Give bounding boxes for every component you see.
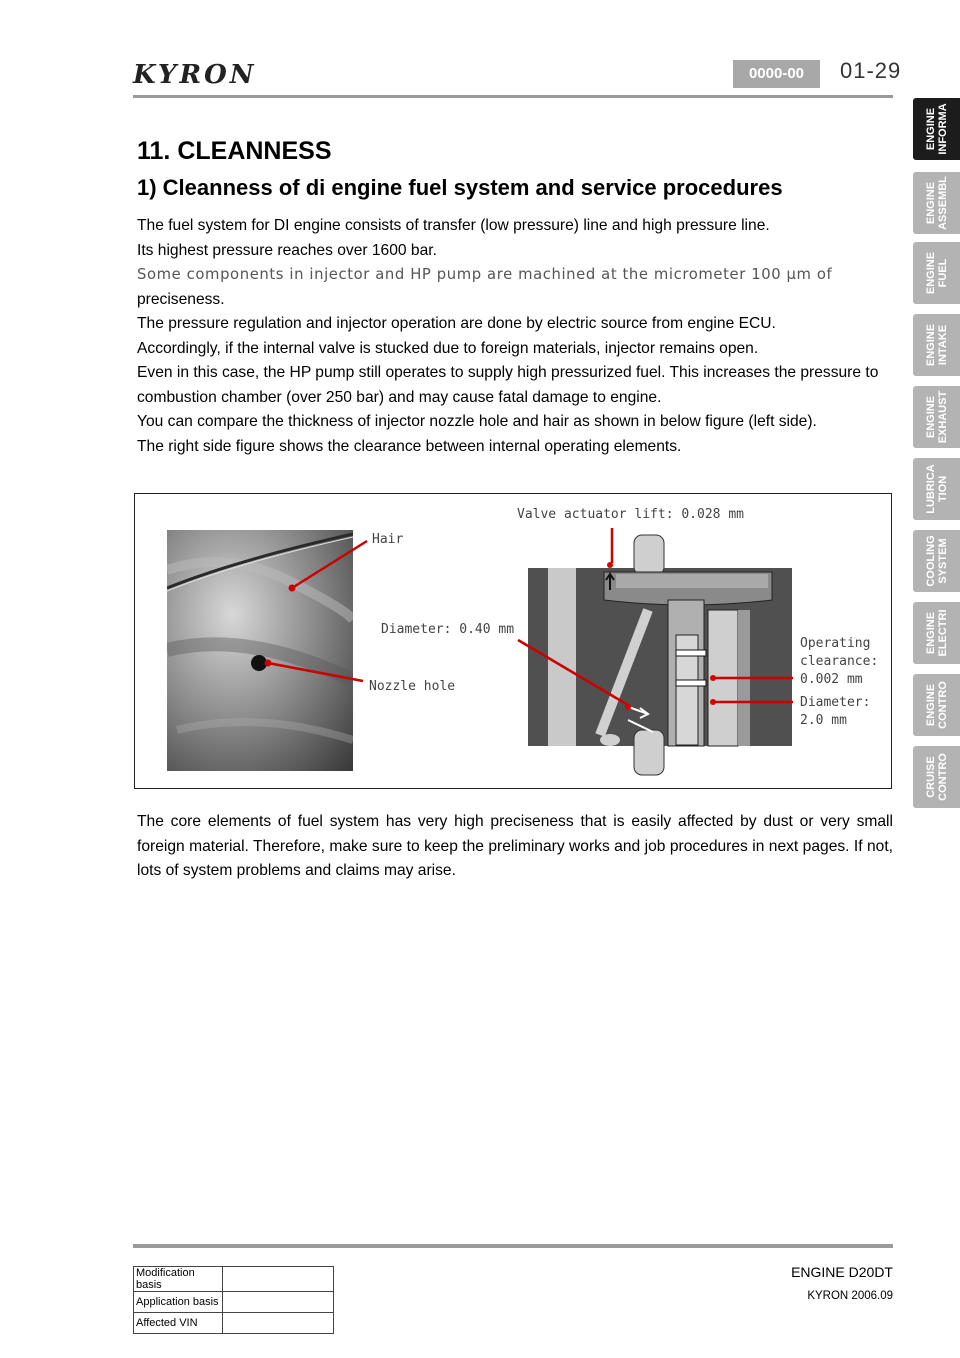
paragraph: The right side figure shows the clearance between internal operating elements. <box>137 437 682 455</box>
table-value <box>223 1292 334 1313</box>
side-tab-label: ENGINE CONTRO <box>924 681 949 729</box>
paragraph: Some components in injector and HP pump are machined at the micrometer 100 μm of <box>137 266 833 283</box>
footer-divider <box>133 1244 893 1248</box>
side-tab-label: ENGINE INFORMA <box>924 103 949 155</box>
label-operating-clearance-line2: clearance: <box>800 654 879 669</box>
label-valve-lift: Valve actuator lift: 0.028 mm <box>517 507 744 522</box>
subsection-title: 1) Cleanness of di engine fuel system and service procedures <box>137 175 783 200</box>
side-tab-label: ENGINE EXHAUST <box>924 390 949 444</box>
table-row <box>134 1313 334 1334</box>
paragraph: preciseness. <box>137 290 225 308</box>
paragraph: Accordingly, if the internal valve is stucked due to foreign materials, injector remains open. <box>137 339 759 357</box>
page-code-badge: 0000-00 <box>733 60 820 88</box>
paragraph: Its highest pressure reaches over 1600 bar. <box>137 241 437 259</box>
table-key: Application basis <box>134 1292 223 1313</box>
table-value <box>223 1313 334 1334</box>
page-number: 01-29 <box>840 58 902 83</box>
label-hair: Hair <box>372 532 404 547</box>
footer-engine-label: ENGINE D20DT <box>791 1264 893 1280</box>
label-operating-clearance-line3: 0.002 mm <box>800 672 863 687</box>
side-tab-label: ENGINE ASSEMBL <box>924 176 949 230</box>
side-tab-label: CRUISE CONTRO <box>924 753 949 801</box>
footer-date-label: KYRON 2006.09 <box>807 1290 893 1302</box>
label-diameter-large-line2: 2.0 mm <box>800 713 847 728</box>
paragraph: You can compare the thickness of injector nozzle hole and hair as shown in below figure (left side). <box>137 413 817 430</box>
brand-logo: KYRON <box>133 60 257 90</box>
label-diameter-large-line1: Diameter: <box>800 695 871 710</box>
modification-table <box>133 1266 334 1334</box>
paragraph: The fuel system for DI engine consists of transfer (low pressure) line and high pressure line. <box>137 217 770 234</box>
side-tab-label: LUBRICA TION <box>924 464 949 514</box>
paragraph: Even in this case, the HP pump still operates to supply high pressurized fuel. This increases the pressure to combustion chamber (over 250 bar) and may cause fatal damage to engine. <box>137 364 879 406</box>
label-nozzle-hole: Nozzle hole <box>369 679 456 694</box>
side-tab-label: ENGINE ELECTRI <box>924 609 949 657</box>
paragraph: The pressure regulation and injector operation are done by electric source from engine ECU. <box>137 315 776 332</box>
closing-paragraph: The core elements of fuel system has very high preciseness that is easily affected by dust or very small foreign material. Therefore, make sure to keep the preliminary works and job procedures in next pages. If not, lots of system problems and claims may arise. <box>137 813 893 879</box>
section-title: 11. CLEANNESS <box>137 137 332 165</box>
table-key: Modification basis <box>134 1267 223 1292</box>
table-row <box>134 1292 334 1313</box>
table-row <box>134 1267 334 1292</box>
side-tab-label: ENGINE INTAKE <box>924 323 949 367</box>
table-value <box>223 1267 334 1292</box>
side-tab-label: ENGINE FUEL <box>924 251 949 295</box>
label-operating-clearance-line1: Operating <box>800 636 871 651</box>
side-tab-label: COOLING SYSTEM <box>924 535 949 587</box>
label-diameter-small: Diameter: 0.40 mm <box>381 622 515 637</box>
table-key: Affected VIN <box>134 1313 223 1334</box>
